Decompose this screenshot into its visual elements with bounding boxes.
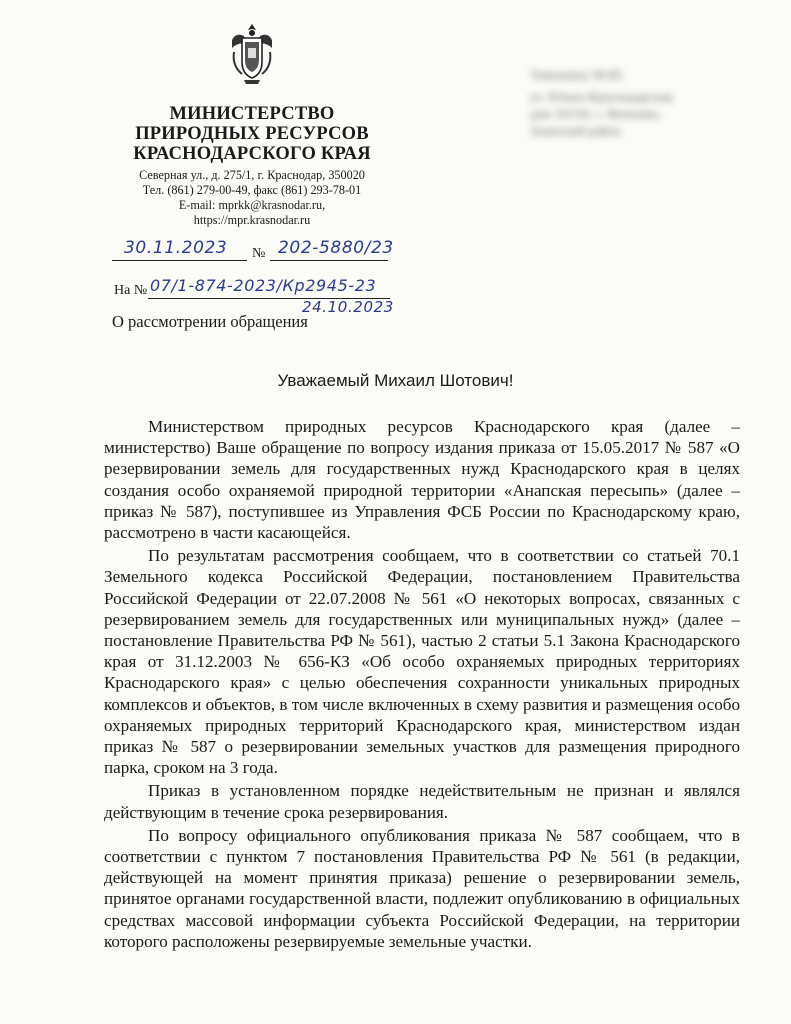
ministry-name-line: ПРИРОДНЫХ РЕСУРСОВ (135, 124, 369, 144)
number-underline (270, 260, 388, 261)
ministry-name (118, 104, 386, 164)
ministry-contacts (118, 168, 386, 228)
contact-address: Северная ул., д. 275/1, г. Краснодар, 350020 (139, 168, 365, 182)
body-paragraph: По вопросу официального опубликования приказа № 587 сообщаем, что в соответствии с пунктом 7 постановления Правительства РФ № 561 (в редакции, действующей на момент принятия приказа) решение о резервировании земель, принятое органами государственной власти, подлежит опубликованию в официальных средствах массовой информации субъекта Российской Федерации, на территории которого расположены резервируемые земельные участки. (104, 825, 740, 951)
letter-body (104, 416, 740, 954)
ministry-name-line: КРАСНОДАРСКОГО КРАЯ (133, 144, 371, 164)
registration-number: 202-5880/23 (278, 238, 394, 258)
coat-of-arms-emblem-icon (226, 22, 278, 86)
reference-label: На № (114, 283, 148, 298)
contact-email: E-mail: mprkk@krasnodar.ru, (178, 198, 326, 212)
body-paragraph: Министерством природных ресурсов Краснодарского края (далее – министерство) Ваше обращение по вопросу издания приказа от 15.05.2017 № 587 «О резервировании земель для государственных нужд Краснодарского края в целях создания особо охраняемой природной территории «Анапская пересыпь» (далее – приказ № 587), поступившее из Управления ФСБ России по Краснодарскому краю, рассмотрено в части касающейся. (104, 417, 740, 543)
reference-date: 24.10.2023 (302, 298, 394, 316)
recipient-line: Тимошину М.Ш. (530, 67, 625, 82)
letter-subject: О рассмотрении обращения (112, 312, 308, 331)
ministry-name-line: МИНИСТЕРСТВО (169, 104, 335, 124)
salutation: Уважаемый Михаил Шотович! (277, 371, 514, 390)
contact-website: https://mpr.krasnodar.ru (193, 213, 311, 227)
recipient-line: дом 101/02, г. Витязево, (530, 106, 662, 121)
number-label: № (252, 246, 266, 261)
recipient-block-redacted (530, 66, 745, 144)
body-paragraph: Приказ в установленном порядке недействительным не признан и являлся действующим в течение срока резервирования. (104, 781, 740, 822)
body-paragraph: По результатам рассмотрения сообщаем, что в соответствии со статьей 70.1 Земельного кодекса Российской Федерации, постановлением Правительства Российской Федерации от 22.07.2008 № 561 «О некоторых вопросах, связанных с резервированием земель для государственных или муниципальных нужд» (далее – постановление Правительства РФ № 561), частью 2 статьи 5.1 Закона Краснодарского края от 31.12.2003 № 656-КЗ «Об особо охраняемых природных территориях Краснодарского края» с целью обеспечения сохранности уникальных природных комплексов и объектов, в том числе включенных в схему развития и размещения особо охраняемых природных территорий Краснодарского края, министерством издан приказ № 587 о резервировании земельных участков для размещения природного парка, сроком на 3 года. (104, 546, 740, 778)
reference-number: 07/1-874-2023/Кр2945-23 (150, 276, 377, 295)
recipient-line: Анапский район (530, 123, 621, 138)
registration-date: 30.11.2023 (124, 238, 228, 258)
contact-phone: Тел. (861) 279-00-49, факс (861) 293-78-01 (142, 183, 362, 197)
recipient-line: ул. Южно-Краснодарская, (530, 89, 675, 104)
date-underline (112, 260, 247, 261)
